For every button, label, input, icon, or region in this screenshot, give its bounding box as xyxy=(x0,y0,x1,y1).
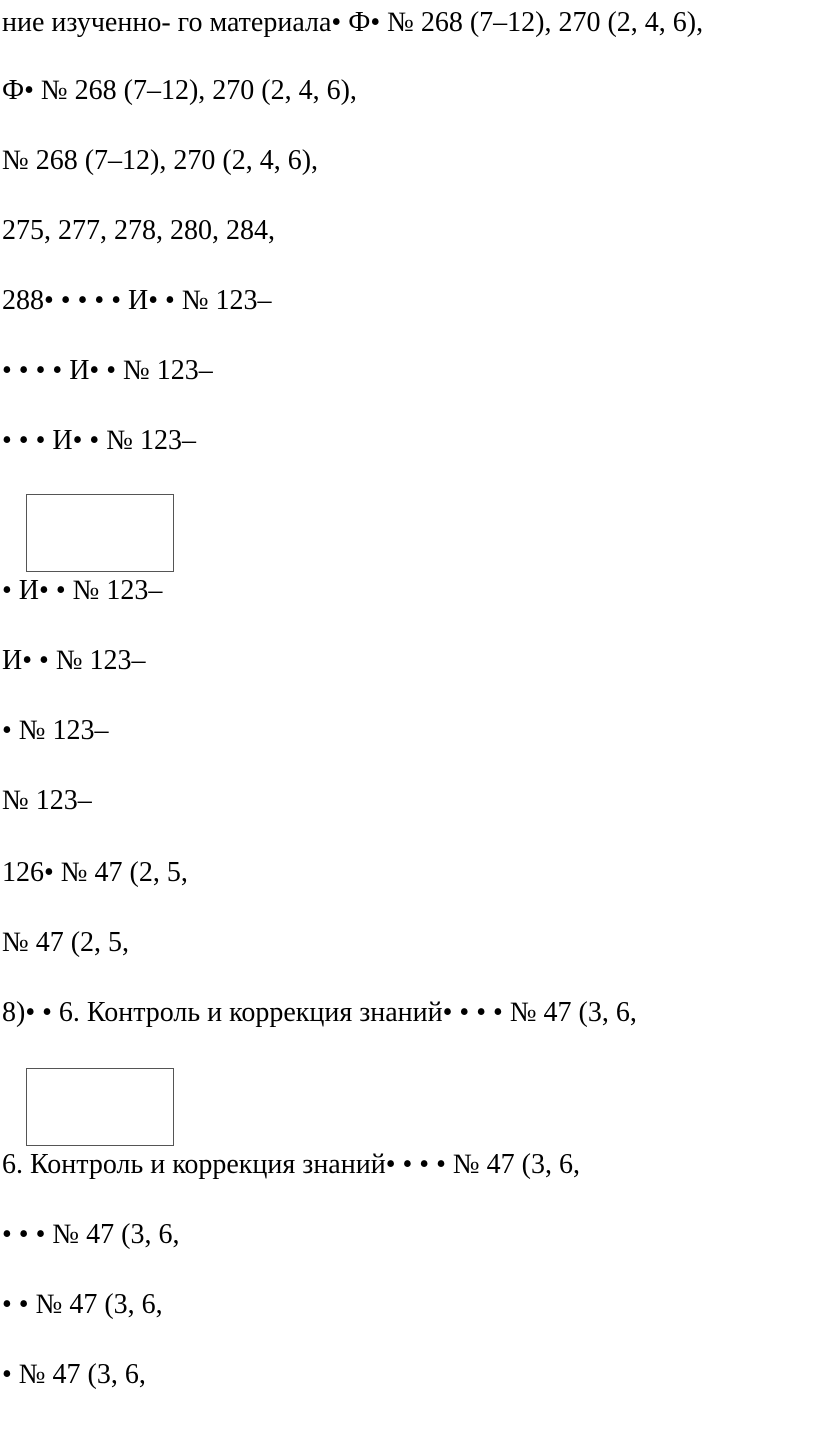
text-line: • • № 47 (3, 6, xyxy=(2,1289,163,1320)
text-line: • • • И• • № 123– xyxy=(2,425,196,456)
text-line: 126• № 47 (2, 5, xyxy=(2,857,188,888)
text-line: • • • № 47 (3, 6, xyxy=(2,1219,180,1250)
empty-frame xyxy=(26,494,174,572)
text-line: 8)• • 6. Контроль и коррекция знаний• • • • № 47 (3, 6, xyxy=(2,997,637,1028)
text-line: • • • • И• • № 123– xyxy=(2,355,213,386)
text-line: 275, 277, 278, 280, 284, xyxy=(2,215,275,246)
text-line: № 47 (2, 5, xyxy=(2,927,130,958)
text-line: 6. Контроль и коррекция знаний• • • • № 47 (3, 6, xyxy=(2,1149,580,1180)
text-line: 288• • • • • И• • № 123– xyxy=(2,285,272,316)
text-line: • И• • № 123– xyxy=(2,575,163,606)
text-line: ние изученно- го материала• Ф• № 268 (7–12), 270 (2, 4, 6), xyxy=(2,7,704,38)
text-line: Ф• № 268 (7–12), 270 (2, 4, 6), xyxy=(2,75,357,106)
text-line: • № 47 (3, 6, xyxy=(2,1359,146,1390)
empty-frame xyxy=(26,1068,174,1146)
text-line: И• • № 123– xyxy=(2,645,146,676)
text-line: • № 123– xyxy=(2,715,109,746)
text-line: № 268 (7–12), 270 (2, 4, 6), xyxy=(2,145,319,176)
text-line: № 123– xyxy=(2,785,92,816)
